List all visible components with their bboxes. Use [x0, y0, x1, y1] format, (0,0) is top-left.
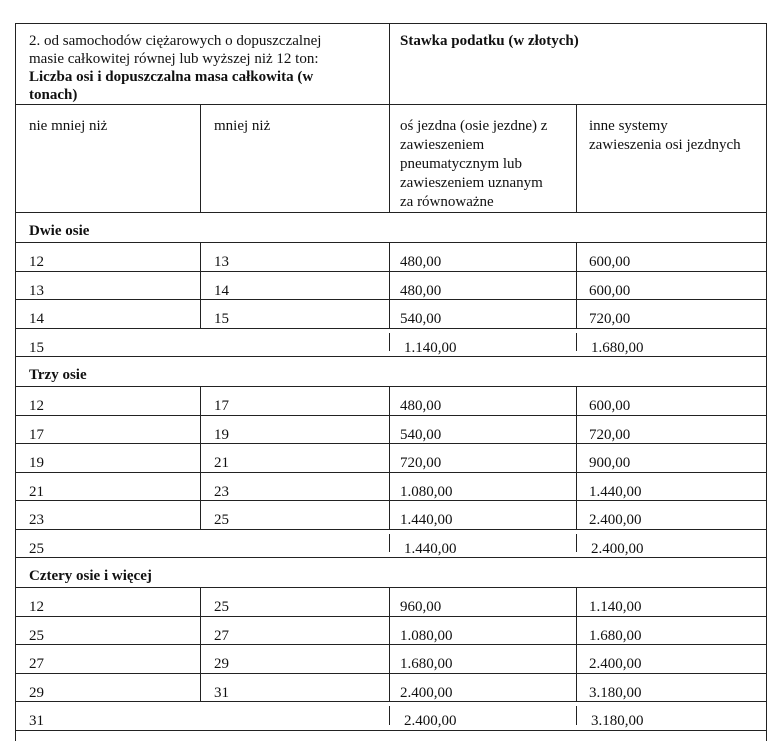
cell-pneumatic-rate: 540,00 — [400, 426, 442, 443]
cell-max-mass: 31 — [214, 684, 229, 701]
cell-pneumatic-rate: 480,00 — [400, 398, 442, 414]
col-divider — [200, 386, 201, 415]
col-divider — [200, 616, 201, 645]
cell-pneumatic-rate: 2.400,00 — [404, 713, 457, 729]
cell-min-mass: 23 — [29, 512, 44, 528]
col-divider — [389, 443, 390, 472]
section-title-bottom — [15, 386, 766, 387]
cell-max-mass: 21 — [214, 455, 229, 471]
col-header-divider — [200, 104, 201, 212]
cell-min-mass: 21 — [29, 483, 44, 500]
cell-max-mass: 29 — [214, 656, 229, 672]
cell-pneumatic-rate: 1.140,00 — [404, 339, 457, 356]
col-pneumatic-header-line: zawieszeniem uznanym — [400, 175, 543, 191]
col-max-header: mniej niż — [214, 118, 271, 134]
col-pneumatic-header-line: pneumatycznym lub — [400, 156, 523, 172]
col-divider — [389, 299, 390, 328]
col-min-header: nie mniej niż — [29, 118, 108, 134]
cell-other-rate: 720,00 — [589, 426, 631, 443]
col-divider — [200, 271, 201, 300]
cell-other-rate: 1.680,00 — [589, 627, 642, 644]
col-divider — [389, 644, 390, 673]
cell-min-mass: 29 — [29, 684, 44, 701]
cell-other-rate: 600,00 — [589, 398, 631, 414]
cell-other-rate: 3.180,00 — [591, 713, 644, 729]
cell-pneumatic-rate: 1.080,00 — [400, 627, 453, 644]
col-divider — [200, 587, 201, 616]
row-divider — [15, 271, 766, 272]
cell-other-rate: 720,00 — [589, 311, 631, 327]
cell-min-mass: 15 — [29, 339, 44, 356]
row-divider — [15, 500, 766, 501]
section-bottom-border — [15, 557, 766, 558]
section-title: Cztery osie i więcej — [29, 568, 152, 584]
cell-max-mass: 14 — [214, 282, 229, 299]
cell-min-mass: 31 — [29, 713, 44, 729]
row-divider — [15, 415, 766, 416]
cell-other-rate: 1.140,00 — [589, 599, 642, 615]
cell-pneumatic-rate: 540,00 — [400, 311, 442, 327]
header-description-line: masie całkowitej równej lub wyższej niż 12 ton: — [29, 51, 319, 67]
cell-other-rate: 900,00 — [589, 455, 631, 471]
cell-other-rate: 3.180,00 — [589, 684, 642, 701]
cell-min-mass: 17 — [29, 426, 44, 443]
cell-min-mass: 12 — [29, 599, 44, 615]
header-divider — [389, 23, 390, 104]
col-divider — [200, 443, 201, 472]
col-divider — [576, 673, 577, 702]
cell-min-mass: 12 — [29, 398, 44, 414]
cell-max-mass: 25 — [214, 599, 229, 615]
col-divider — [389, 271, 390, 300]
cell-other-rate: 2.400,00 — [589, 512, 642, 528]
cell-pneumatic-rate: 2.400,00 — [400, 684, 453, 701]
col-other-header-line: zawieszenia osi jezdnych — [589, 137, 741, 153]
cell-pneumatic-rate: 720,00 — [400, 455, 442, 471]
cell-min-mass: 25 — [29, 627, 44, 644]
row-divider — [15, 616, 766, 617]
section-title: Dwie osie — [29, 223, 90, 239]
col-divider — [200, 472, 201, 501]
rate-label: Stawka podatku (w złotych) — [400, 33, 579, 49]
cell-other-rate: 1.440,00 — [589, 483, 642, 500]
axes-mass-label-line: tonach) — [29, 87, 78, 103]
cell-max-mass: 19 — [214, 426, 229, 443]
col-divider — [200, 644, 201, 673]
col-divider — [576, 587, 577, 616]
table-right-border — [766, 23, 767, 741]
col-divider — [389, 587, 390, 616]
col-divider — [576, 616, 577, 645]
col-divider — [576, 472, 577, 501]
col-divider — [389, 242, 390, 271]
col-divider — [389, 673, 390, 702]
cell-pneumatic-rate: 480,00 — [400, 282, 442, 299]
header-description-line: 2. od samochodów ciężarowych o dopuszczalnej — [29, 33, 322, 49]
col-divider-short — [576, 706, 577, 725]
col-divider — [576, 299, 577, 328]
col-divider-short — [389, 706, 390, 725]
row-divider — [15, 644, 766, 645]
section-title: Trzy osie — [29, 367, 87, 383]
section-bottom-border — [15, 356, 766, 357]
cell-other-rate: 1.680,00 — [591, 339, 644, 356]
cell-pneumatic-rate: 1.080,00 — [400, 483, 453, 500]
cell-min-mass: 14 — [29, 311, 44, 327]
col-divider-short — [576, 534, 577, 553]
col-divider — [200, 500, 201, 529]
cell-max-mass: 25 — [214, 512, 229, 528]
row-divider — [15, 472, 766, 473]
header-bottom-border — [15, 212, 766, 213]
col-pneumatic-header-line: za równoważne — [400, 194, 494, 210]
cell-max-mass: 27 — [214, 627, 229, 644]
cell-pneumatic-rate: 1.680,00 — [400, 656, 453, 672]
col-divider — [200, 242, 201, 271]
cell-max-mass: 17 — [214, 398, 229, 414]
col-divider — [576, 242, 577, 271]
cell-max-mass: 15 — [214, 311, 229, 327]
axes-mass-label-line: Liczba osi i dopuszczalna masa całkowita (w — [29, 69, 314, 85]
col-divider — [389, 415, 390, 444]
cell-pneumatic-rate: 480,00 — [400, 254, 442, 270]
col-divider — [576, 415, 577, 444]
section-title-bottom — [15, 587, 766, 588]
cell-pneumatic-rate: 960,00 — [400, 599, 442, 615]
table-left-border — [15, 23, 16, 741]
cell-other-rate: 600,00 — [589, 254, 631, 270]
table-top-border — [15, 23, 766, 24]
col-divider — [389, 386, 390, 415]
col-divider — [576, 644, 577, 673]
cell-other-rate: 600,00 — [589, 282, 631, 299]
row-divider — [15, 673, 766, 674]
col-divider — [389, 616, 390, 645]
col-pneumatic-header-line: oś jezdna (osie jezdne) z — [400, 118, 548, 134]
col-divider — [389, 500, 390, 529]
col-header-divider — [576, 104, 577, 212]
cell-min-mass: 13 — [29, 282, 44, 299]
row-divider — [15, 299, 766, 300]
col-divider — [576, 386, 577, 415]
col-pneumatic-header-line: zawieszeniem — [400, 137, 485, 153]
header-separator — [15, 104, 766, 105]
col-divider-short — [389, 534, 390, 553]
cell-min-mass: 27 — [29, 656, 44, 672]
cell-min-mass: 12 — [29, 254, 44, 270]
cell-pneumatic-rate: 1.440,00 — [400, 512, 453, 528]
col-divider-short — [389, 333, 390, 352]
col-divider — [200, 415, 201, 444]
row-divider — [15, 529, 766, 530]
cell-min-mass: 19 — [29, 455, 44, 471]
row-divider — [15, 328, 766, 329]
cell-min-mass: 25 — [29, 540, 44, 557]
col-divider — [200, 299, 201, 328]
cell-pneumatic-rate: 1.440,00 — [404, 540, 457, 557]
col-divider — [200, 673, 201, 702]
cell-max-mass: 23 — [214, 483, 229, 500]
cell-other-rate: 2.400,00 — [591, 540, 644, 557]
col-divider-short — [576, 333, 577, 352]
section-title-bottom — [15, 242, 766, 243]
col-divider — [576, 500, 577, 529]
row-divider — [15, 701, 766, 702]
col-header-divider — [389, 104, 390, 212]
col-divider — [576, 271, 577, 300]
col-divider — [576, 443, 577, 472]
col-other-header-line: inne systemy — [589, 118, 668, 134]
row-divider — [15, 443, 766, 444]
cell-max-mass: 13 — [214, 254, 229, 270]
section-bottom-border — [15, 730, 766, 731]
col-divider — [389, 472, 390, 501]
cell-other-rate: 2.400,00 — [589, 656, 642, 672]
